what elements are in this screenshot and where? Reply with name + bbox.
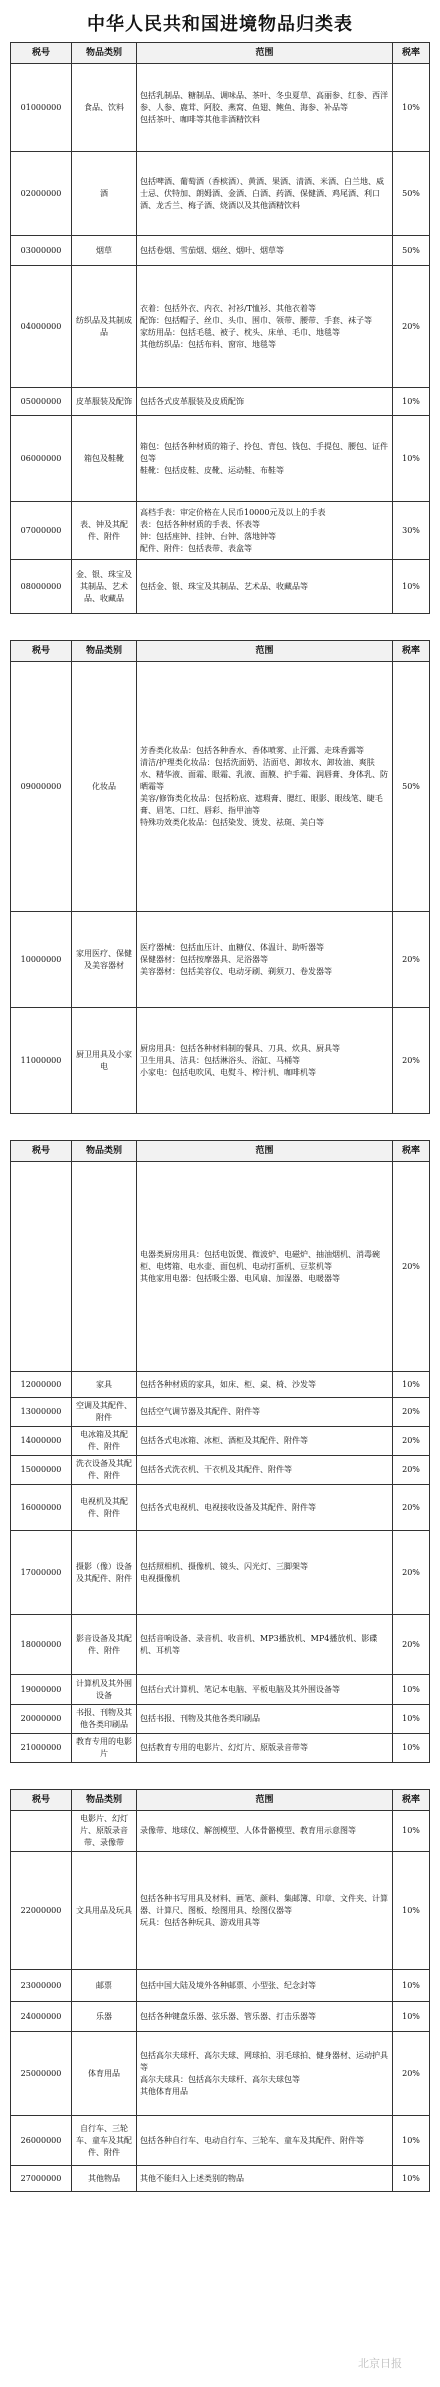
column-header: 税号 <box>11 1141 72 1162</box>
tariff-code: 21000000 <box>11 1734 72 1763</box>
item-scope <box>137 1811 393 1852</box>
tax-rate: 10% <box>393 1734 430 1763</box>
item-category: 电冰箱及其配件、附件 <box>72 1427 137 1456</box>
tax-rate: 30% <box>393 502 430 560</box>
scope-text: 鞋靴：包括皮鞋、皮靴、运动鞋、布鞋等 <box>140 465 284 475</box>
tax-rate: 10% <box>393 2166 430 2192</box>
table-row <box>11 416 430 502</box>
table-row <box>11 560 430 614</box>
scope-text: 配饰：包括帽子、丝巾、头巾、围巾、领带、腰带、手套、袜子等 <box>140 315 372 325</box>
table-row <box>11 1852 430 1970</box>
item-category: 空调及其配件、附件 <box>72 1398 137 1427</box>
column-header: 范围 <box>137 1141 393 1162</box>
table-row <box>11 236 430 266</box>
column-header: 物品类别 <box>72 1790 137 1811</box>
scope-text: 电器类厨房用具：包括电饭煲、微波炉、电磁炉、抽油烟机、消毒碗柜、电烤箱、电水壶、面包机、电动打蛋机、豆浆机等 <box>140 1249 380 1271</box>
scope-text: 家纺用品：包括毛毯、被子、枕头、床单、毛巾、地毯等 <box>140 327 340 337</box>
scope-text: 表：包括各种材质的手表、怀表等 <box>140 519 260 529</box>
item-scope <box>137 1372 393 1398</box>
column-header: 税率 <box>393 1790 430 1811</box>
scope-text: 包括空气调节器及其配件、附件等 <box>140 1407 260 1416</box>
scope-text: 包括茶叶、咖啡等其他非酒精饮料 <box>140 114 260 124</box>
item-scope <box>137 1852 393 1970</box>
item-scope <box>137 416 393 502</box>
tax-rate: 20% <box>393 1398 430 1427</box>
tax-rate: 10% <box>393 416 430 502</box>
item-category: 食品、饮料 <box>72 64 137 152</box>
item-category: 化妆品 <box>72 662 137 912</box>
scope-text: 包括音响设备、录音机、收音机、MP3播放机、MP4播放机、影碟机、耳机等 <box>140 1633 378 1655</box>
scope-text: 玩具：包括各种玩具、游戏用具等 <box>140 1917 260 1927</box>
item-category: 教育专用的电影片 <box>72 1734 137 1763</box>
scope-text: 清洁/护理类化妆品：包括洗面奶、洁面皂、卸妆水、卸妆油、爽肤水、精华液、面霜、眼霜、乳液、面膜、护手霜、润唇膏、身体乳、防晒霜等 <box>140 757 388 791</box>
scope-text: 衣着：包括外衣、内衣、衬衫/T恤衫、其他衣着等 <box>140 303 317 313</box>
column-header: 范围 <box>137 641 393 662</box>
tax-rate: 10% <box>393 1811 430 1852</box>
tariff-code: 09000000 <box>11 662 72 912</box>
table-row <box>11 662 430 912</box>
item-scope <box>137 1705 393 1734</box>
table-header-row <box>11 43 430 64</box>
table-row <box>11 1970 430 2002</box>
tax-rate: 20% <box>393 1427 430 1456</box>
item-category: 电影片、幻灯片、原版录音带、录像带 <box>72 1811 137 1852</box>
scope-text: 包括台式计算机、笔记本电脑、平板电脑及其外围设备等 <box>140 1684 340 1694</box>
item-category: 皮革服装及配饰 <box>72 388 137 416</box>
tariff-code: 06000000 <box>11 416 72 502</box>
tariff-code: 18000000 <box>11 1615 72 1675</box>
item-category: 乐器 <box>72 2002 137 2032</box>
table-row <box>11 1531 430 1615</box>
table-header-row <box>11 641 430 662</box>
table-row <box>11 2116 430 2166</box>
column-header: 税率 <box>393 43 430 64</box>
item-category: 家用医疗、保健及美容器材 <box>72 912 137 1008</box>
scope-text: 特殊功效类化妆品：包括染发、烫发、祛斑、美白等 <box>140 817 324 827</box>
scope-text: 其他体育用品 <box>140 2086 188 2096</box>
item-scope <box>137 1485 393 1531</box>
table-row <box>11 152 430 236</box>
table-row <box>11 1372 430 1398</box>
tariff-code: 02000000 <box>11 152 72 236</box>
item-scope <box>137 1970 393 2002</box>
tariff-code: 10000000 <box>11 912 72 1008</box>
item-scope <box>137 152 393 236</box>
scope-text: 包括书报、刊物及其他各类印刷品 <box>140 1714 260 1723</box>
table-row <box>11 1705 430 1734</box>
item-scope <box>137 912 393 1008</box>
tax-rate: 10% <box>393 1372 430 1398</box>
tax-rate: 50% <box>393 236 430 266</box>
tax-rate: 50% <box>393 662 430 912</box>
item-category: 表、钟及其配件、附件 <box>72 502 137 560</box>
scope-text: 钟：包括座钟、挂钟、台钟、落地钟等 <box>140 531 276 541</box>
table-row <box>11 64 430 152</box>
table-row <box>11 2166 430 2192</box>
scope-text: 包括各种材质的家具，如床、柜、桌、椅、沙发等 <box>140 1379 316 1389</box>
scope-text: 包括乳制品、糖制品、调味品、茶叶、冬虫夏草、高丽参、红参、西洋参、人参、鹿茸、阿胶、燕窝、鱼翅、鲍鱼、海参、补品等 <box>140 90 388 112</box>
table-row <box>11 1427 430 1456</box>
item-scope <box>137 1675 393 1705</box>
item-scope <box>137 2166 393 2192</box>
tariff-code: 04000000 <box>11 266 72 388</box>
column-header: 范围 <box>137 43 393 64</box>
scope-text: 包括啤酒、葡萄酒（香槟酒）、黄酒、果酒、清酒、米酒、白兰地、威士忌、伏特加、朗姆酒、金酒、白酒、药酒、保健酒、鸡尾酒、利口酒、龙舌兰、梅子酒、烧酒以及其他酒精饮料 <box>140 176 384 210</box>
scope-text: 其他纺织品：包括布料、窗帘、地毯等 <box>140 339 276 349</box>
table-row <box>11 1811 430 1852</box>
item-category: 书报、刊物及其他各类印刷品 <box>72 1705 137 1734</box>
scope-text: 包括各种书写用具及材料、画笔、颜料、集邮簿、印章、文件夹、计算器、计算尺、图板、绘图用具、绘图仪器等 <box>140 1893 388 1915</box>
item-category: 计算机及其外围设备 <box>72 1675 137 1705</box>
item-category: 邮票 <box>72 1970 137 2002</box>
scope-text: 美容器材：包括美容仪、电动牙刷、剃须刀、卷发器等 <box>140 966 332 976</box>
scope-text: 美容/修饰类化妆品：包括粉底、遮瑕膏、腮红、眼影、眼线笔、睫毛膏、眉笔、口红、唇彩、指甲油等 <box>140 793 383 815</box>
scope-text: 其他家用电器：包括吸尘器、电风扇、加湿器、电暖器等 <box>140 1273 340 1283</box>
classification-table <box>10 1140 430 1763</box>
table-row <box>11 2002 430 2032</box>
column-header: 税号 <box>11 43 72 64</box>
section-gap <box>0 614 440 640</box>
item-scope <box>137 1456 393 1485</box>
table-row <box>11 1615 430 1675</box>
table-row <box>11 2032 430 2116</box>
column-header: 税率 <box>393 641 430 662</box>
tax-rate: 20% <box>393 2032 430 2116</box>
tariff-code: 17000000 <box>11 1531 72 1615</box>
item-scope <box>137 1615 393 1675</box>
scope-text: 包括教育专用的电影片、幻灯片、原版录音带等 <box>140 1743 308 1752</box>
table-row <box>11 1008 430 1114</box>
tariff-code: 16000000 <box>11 1485 72 1531</box>
column-header: 物品类别 <box>72 1141 137 1162</box>
table-header-row <box>11 1141 430 1162</box>
tariff-code: 11000000 <box>11 1008 72 1114</box>
item-category: 酒 <box>72 152 137 236</box>
tariff-code: 13000000 <box>11 1398 72 1427</box>
column-header: 物品类别 <box>72 43 137 64</box>
item-scope <box>137 1427 393 1456</box>
scope-text: 小家电：包括电吹风、电熨斗、榨汁机、咖啡机等 <box>140 1067 316 1077</box>
item-scope <box>137 388 393 416</box>
scope-text: 包括各式电视机、电视接收设备及其配件、附件等 <box>140 1502 316 1512</box>
table-row <box>11 266 430 388</box>
item-category: 洗衣设备及其配件、附件 <box>72 1456 137 1485</box>
item-scope <box>137 1162 393 1372</box>
tax-rate: 20% <box>393 912 430 1008</box>
column-header: 税号 <box>11 641 72 662</box>
item-scope <box>137 1531 393 1615</box>
item-category <box>72 1162 137 1372</box>
scope-text: 芳香类化妆品：包括各种香水、香体喷雾、止汗露、走珠香露等 <box>140 745 364 755</box>
tariff-code: 12000000 <box>11 1372 72 1398</box>
tariff-code: 27000000 <box>11 2166 72 2192</box>
scope-text: 保健器材：包括按摩器具、足浴器等 <box>140 954 268 964</box>
item-scope <box>137 1398 393 1427</box>
item-scope <box>137 502 393 560</box>
table-row <box>11 1398 430 1427</box>
tariff-code: 24000000 <box>11 2002 72 2032</box>
tax-rate: 10% <box>393 1970 430 2002</box>
scope-text: 高尔夫球具：包括高尔夫球杆、高尔夫球包等 <box>140 2074 300 2084</box>
table-header-row <box>11 1790 430 1811</box>
tariff-code: 25000000 <box>11 2032 72 2116</box>
tax-rate: 50% <box>393 152 430 236</box>
item-scope <box>137 662 393 912</box>
scope-text: 卫生用具、洁具：包括淋浴头、浴缸、马桶等 <box>140 1055 300 1065</box>
item-category: 摄影（像）设备及其配件、附件 <box>72 1531 137 1615</box>
item-category: 电视机及其配件、附件 <box>72 1485 137 1531</box>
item-category: 其他物品 <box>72 2166 137 2192</box>
item-scope <box>137 1008 393 1114</box>
section-gap <box>0 1114 440 1140</box>
item-scope <box>137 2002 393 2032</box>
tariff-code: 07000000 <box>11 502 72 560</box>
scope-text: 包括高尔夫球杆、高尔夫球、网球拍、羽毛球拍、健身器材、运动护具等 <box>140 2050 388 2072</box>
tariff-code <box>11 1162 72 1372</box>
table-row <box>11 1485 430 1531</box>
item-category: 金、银、珠宝及其制品、艺术品、收藏品 <box>72 560 137 614</box>
tariff-code: 15000000 <box>11 1456 72 1485</box>
table-row <box>11 912 430 1008</box>
classification-table <box>10 1789 430 2192</box>
item-category: 烟草 <box>72 236 137 266</box>
scope-text: 配件、附件：包括表带、表盒等 <box>140 543 252 553</box>
item-scope <box>137 236 393 266</box>
scope-text: 包括各式洗衣机、干衣机及其配件、附件等 <box>140 1465 292 1474</box>
tax-rate: 20% <box>393 1615 430 1675</box>
item-category: 影音设备及其配件、附件 <box>72 1615 137 1675</box>
tax-rate: 10% <box>393 388 430 416</box>
item-scope <box>137 2032 393 2116</box>
scope-text: 录像带、地球仪、解剖模型、人体骨骼模型、教育用示意图等 <box>140 1826 356 1835</box>
item-category: 文具用品及玩具 <box>72 1852 137 1970</box>
scope-text: 包括各种自行车、电动自行车、三轮车、童车及其配件、附件等 <box>140 2135 364 2145</box>
tariff-code: 23000000 <box>11 1970 72 2002</box>
tax-rate: 20% <box>393 1485 430 1531</box>
item-scope <box>137 64 393 152</box>
column-header: 税号 <box>11 1790 72 1811</box>
scope-text: 医疗器械：包括血压计、血糖仪、体温计、助听器等 <box>140 942 324 952</box>
tariff-code: 19000000 <box>11 1675 72 1705</box>
page-title: 中华人民共和国进境物品归类表 <box>87 14 353 35</box>
classification-table <box>10 640 430 1114</box>
tax-rate: 20% <box>393 266 430 388</box>
tariff-code: 20000000 <box>11 1705 72 1734</box>
tax-rate: 10% <box>393 2116 430 2166</box>
tax-rate: 10% <box>393 560 430 614</box>
scope-text: 包括卷烟、雪茄烟、烟丝、烟叶、烟草等 <box>140 245 284 255</box>
column-header: 范围 <box>137 1790 393 1811</box>
tariff-code: 03000000 <box>11 236 72 266</box>
tax-rate: 20% <box>393 1531 430 1615</box>
tables-container <box>0 42 440 2192</box>
item-scope <box>137 560 393 614</box>
item-category: 箱包及鞋靴 <box>72 416 137 502</box>
item-category: 纺织品及其制成品 <box>72 266 137 388</box>
tax-rate: 10% <box>393 1705 430 1734</box>
item-category: 体育用品 <box>72 2032 137 2116</box>
tax-rate: 20% <box>393 1456 430 1485</box>
scope-text: 其他不能归入上述类别的物品 <box>140 2173 244 2183</box>
tax-rate: 10% <box>393 1675 430 1705</box>
item-scope <box>137 2116 393 2166</box>
table-row <box>11 388 430 416</box>
watermark: 北京日报 <box>358 2357 402 2370</box>
item-scope <box>137 266 393 388</box>
section-gap <box>0 1763 440 1789</box>
scope-text: 电视摄像机 <box>140 1573 180 1583</box>
tariff-code: 08000000 <box>11 560 72 614</box>
column-header: 税率 <box>393 1141 430 1162</box>
table-row <box>11 1456 430 1485</box>
item-scope <box>137 1734 393 1763</box>
tariff-code: 14000000 <box>11 1427 72 1456</box>
table-row <box>11 1675 430 1705</box>
tariff-code: 05000000 <box>11 388 72 416</box>
tariff-code <box>11 1811 72 1852</box>
item-category: 自行车、三轮车、童车及其配件、附件 <box>72 2116 137 2166</box>
classification-table <box>10 42 430 614</box>
scope-text: 箱包：包括各种材质的箱子、拎包、背包、钱包、手提包、腰包、证件包等 <box>140 441 388 463</box>
table-row <box>11 1734 430 1763</box>
scope-text: 厨房用具：包括各种材料制的餐具、刀具、炊具、厨具等 <box>140 1043 340 1053</box>
tax-rate: 10% <box>393 64 430 152</box>
table-row <box>11 1162 430 1372</box>
tariff-code: 01000000 <box>11 64 72 152</box>
scope-text: 包括金、银、珠宝及其制品、艺术品、收藏品等 <box>140 581 308 591</box>
tax-rate: 10% <box>393 1852 430 1970</box>
tax-rate: 20% <box>393 1008 430 1114</box>
column-header: 物品类别 <box>72 641 137 662</box>
scope-text: 包括照相机、摄像机、镜头、闪光灯、三脚架等 <box>140 1561 308 1571</box>
table-row <box>11 502 430 560</box>
scope-text: 包括中国大陆及境外各种邮票、小型张、纪念封等 <box>140 1980 316 1990</box>
tax-rate: 20% <box>393 1162 430 1372</box>
scope-text: 包括各式皮革服装及皮质配饰 <box>140 396 244 406</box>
item-category: 厨卫用具及小家电 <box>72 1008 137 1114</box>
scope-text: 高档手表：审定价格在人民币10000元及以上的手表 <box>140 507 326 517</box>
tax-rate: 10% <box>393 2002 430 2032</box>
tariff-code: 26000000 <box>11 2116 72 2166</box>
tariff-code: 22000000 <box>11 1852 72 1970</box>
scope-text: 包括各种键盘乐器、弦乐器、管乐器、打击乐器等 <box>140 2011 316 2021</box>
scope-text: 包括各式电冰箱、冰柜、酒柜及其配件、附件等 <box>140 1436 308 1445</box>
item-category: 家具 <box>72 1372 137 1398</box>
